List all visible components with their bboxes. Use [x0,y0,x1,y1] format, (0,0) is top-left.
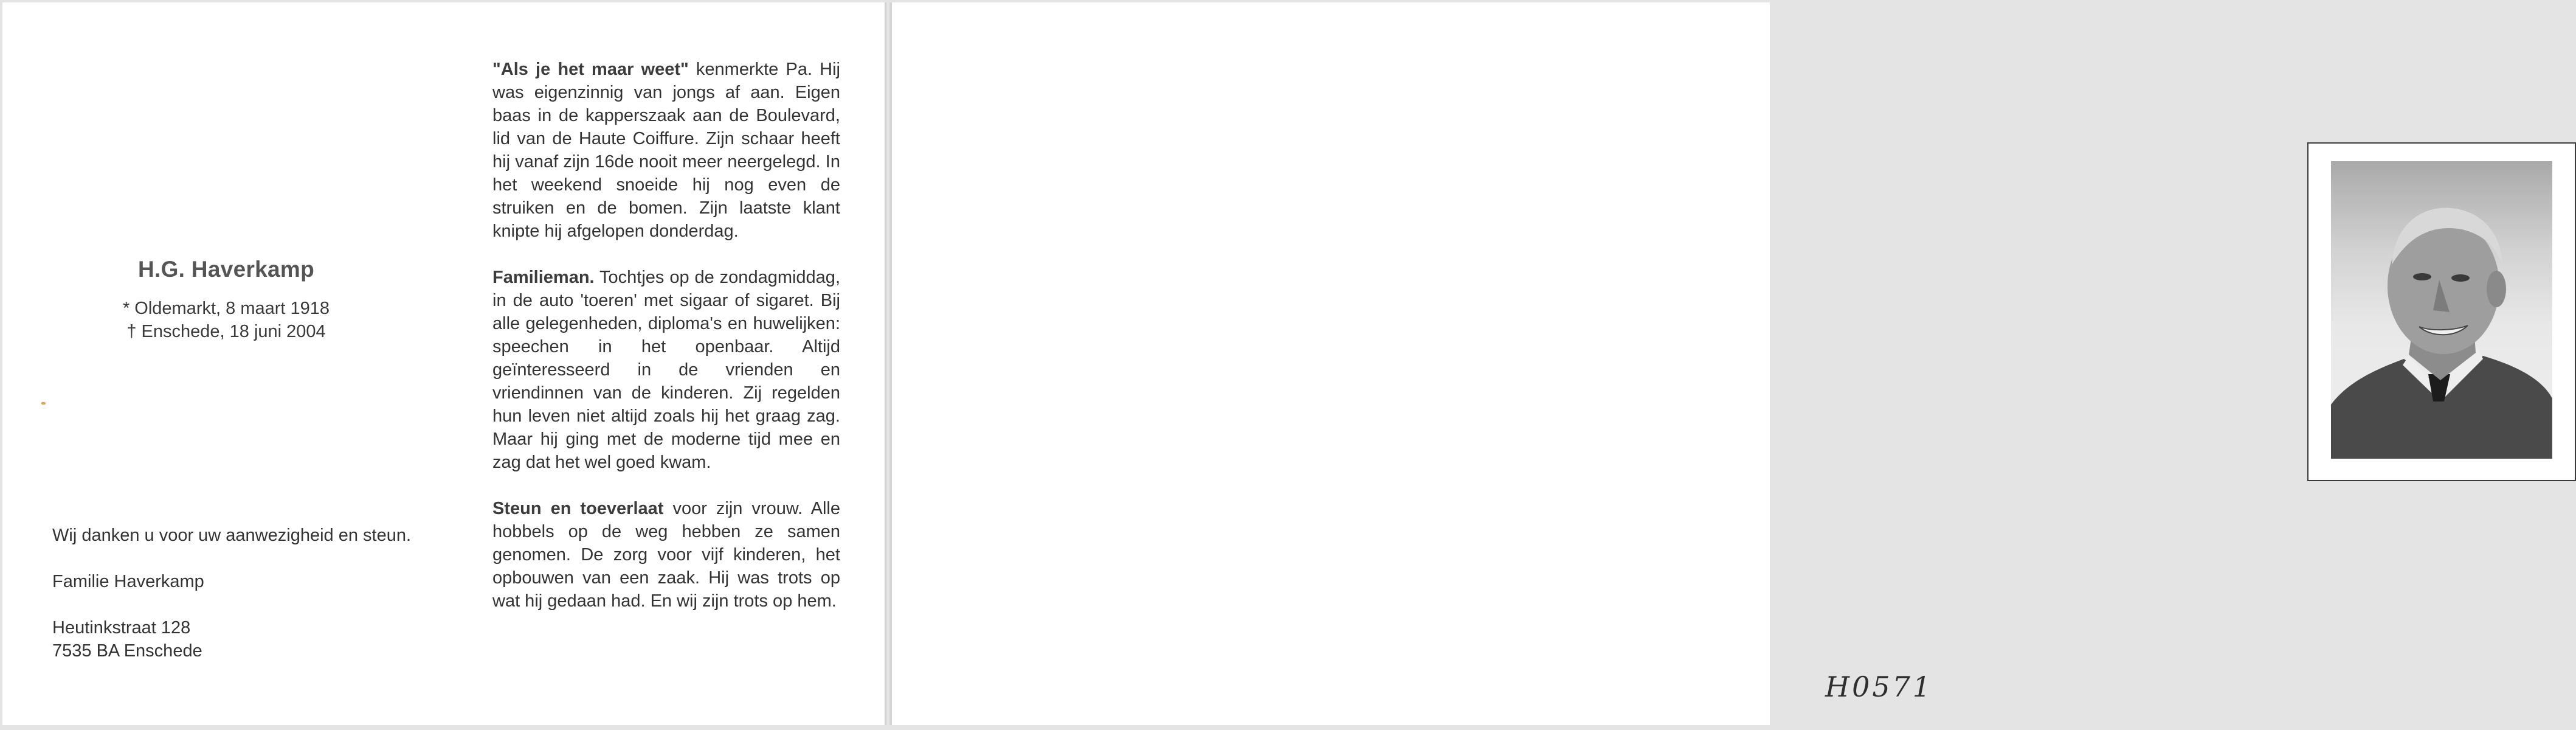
card-left-page [2,2,885,725]
thanks-message: Wij danken u voor uw aanwezigheid en steun. [52,526,412,545]
story-heading-3: Steun en toeverlaat [492,499,664,518]
address-city: 7535 BA Enschede [52,641,202,661]
story-column [492,58,840,636]
family-signature: Familie Haverkamp [52,572,204,591]
story-paragraph-3 [492,497,840,613]
portrait-photo [2331,161,2552,459]
portrait-illustration [2331,161,2552,459]
story-heading-2: Familieman. [492,268,595,287]
deceased-name: H.G. Haverkamp [137,257,315,282]
paper-speck [41,402,46,405]
story-text-3: voor zijn vrouw. Alle hobbels op de weg hebben ze samen genomen. De zorg voor vijf kinderen, het opbouwen van een zaak. Hij was trots op wat hij gedaan had. En wij zijn trots op hem. [492,499,841,611]
address [52,616,417,662]
photo-frame [2307,142,2576,481]
story-text-1: kenmerkte Pa. Hij was eigenzinnig van jongs af aan. Eigen baas in de kapperszaak aan de Boulevard, lid van de Haute Coiffure. Zijn schaar heeft hij vanaf zijn 16de nooit meer neergelegd. In het weekend snoeide hij nog even de struiken en de bomen. Zijn laatste klant knipte hij afgelopen donderdag. [492,60,840,241]
name-block [56,257,396,343]
story-text-2: Tochtjes op de zondagmiddag, in de auto 'toeren' met sigaar of sigaret. Bij alle gelegenheden, diploma's en huwelijken: speechen in het openbaar. Altijd geïnteresseerd in de vrienden en vriendinnen van de kinderen. Zij regelden hun leven niet altijd zoals hij het graag zag. Maar hij ging met de moderne tijd mee en zag dat het wel goed kwam. [492,268,840,472]
card-fold [885,2,891,725]
birth-line: * Oldemarkt, 8 maart 1918 [122,299,330,318]
story-paragraph-2 [492,266,840,474]
story-heading-1: "Als je het maar weet" [492,60,689,79]
thanks-block [52,524,417,662]
ear-shape [2487,271,2506,307]
archive-number: H0571 [1825,670,1933,703]
story-paragraph-1 [492,58,840,243]
left-eye [2413,273,2431,280]
right-eye [2451,274,2470,282]
card-right-page [891,2,1933,725]
death-line: † Enschede, 18 juni 2004 [126,322,326,341]
address-street: Heutinkstraat 128 [52,618,191,638]
